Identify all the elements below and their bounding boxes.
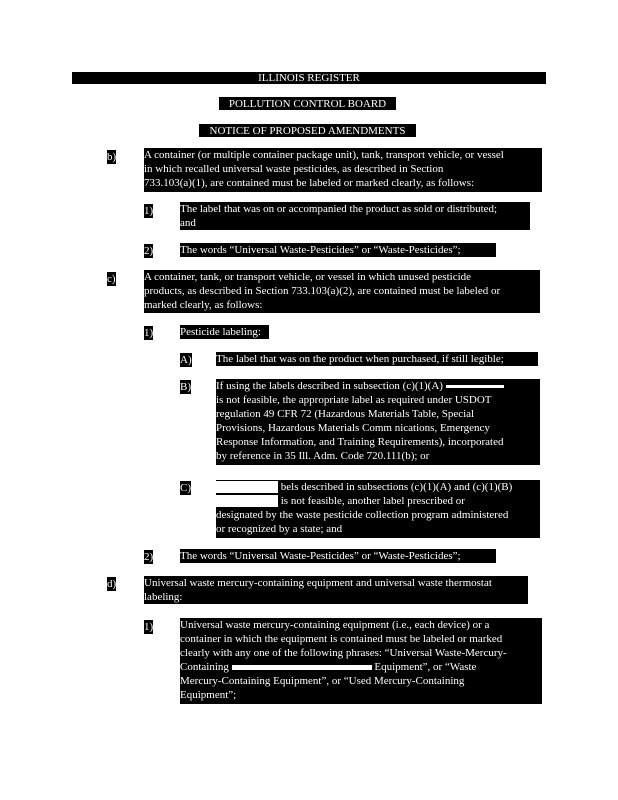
item-cB-line (216, 379, 540, 393)
item-d1-line: Mercury-Containing Equipment”, or “Used Mercury-Containing (180, 675, 465, 687)
item-c2-text (180, 549, 496, 563)
board-title: POLLUTION CONTROL BOARD (219, 97, 396, 110)
scan-artifact (216, 495, 278, 507)
item-cC-line-2: is not feasible, another label prescribed or (280, 495, 465, 507)
item-b-marker: b) (107, 151, 117, 163)
item-d1-line: clearly with any one of the following phrases: “Universal Waste-Mercury- (180, 647, 507, 659)
item-d1-line-start: Containing (180, 661, 229, 673)
notice-title: NOTICE OF PROPOSED AMENDMENTS (199, 124, 416, 137)
item-b-text (144, 148, 542, 192)
item-b2-marker: 2) (144, 245, 154, 257)
item-c-line: products, as described in Section 733.103(a)(2), are contained must be labeled or (144, 285, 501, 297)
item-b2-text (180, 243, 496, 257)
item-cC-line-start: bels described in subsections (c)(1)(A) and (c)(1)(B) (280, 481, 513, 493)
item-cB-line-start: If using the labels described in subsection (c)(1)(A) (216, 380, 443, 392)
register-title: ILLINOIS REGISTER (72, 72, 546, 84)
item-cC-text (216, 480, 540, 538)
item-cB-line: is not feasible, the appropriate label as required under USDOT (216, 394, 492, 406)
item-c2-marker: 2) (144, 551, 154, 563)
item-cC-line: or recognized by a state; and (216, 523, 343, 535)
item-d1-line: container in which the equipment is contained must be labeled or marked (180, 633, 503, 645)
scan-artifact (216, 481, 278, 493)
item-cC-line: designated by the waste pesticide collection program administered (216, 509, 509, 521)
scan-artifact (446, 385, 504, 388)
item-d-marker: d) (107, 578, 117, 590)
item-cB-marker: B) (180, 381, 191, 393)
item-c-line: A container, tank, or transport vehicle, or vessel in which unused pesticide (144, 271, 472, 283)
scan-artifact (232, 665, 372, 670)
item-d-line: Universal waste mercury-containing equipment and universal waste thermostat (144, 577, 492, 589)
item-b1-line: and (180, 217, 196, 229)
item-cC-line (216, 494, 540, 508)
item-d1-text (180, 618, 542, 704)
item-b-line: A container (or multiple container package unit), tank, transport vehicle, or vessel (144, 149, 504, 161)
item-c-marker: c) (107, 273, 116, 285)
item-cA-marker: A) (180, 354, 192, 366)
item-b1-line: The label that was on or accompanied the product as sold or distributed; (180, 203, 498, 215)
item-c2-line: The words “Universal Waste-Pesticides” or “Waste-Pesticides”; (180, 550, 461, 562)
item-b2-line: The words “Universal Waste-Pesticides” or “Waste-Pesticides”; (180, 244, 461, 256)
item-d1-line: Universal waste mercury-containing equipment (i.e., each device) or a (180, 619, 490, 631)
item-d-text (144, 576, 528, 604)
item-cA-text (216, 352, 538, 366)
item-c1-line: Pesticide labeling: (180, 326, 261, 338)
item-cC-marker: C) (180, 482, 191, 494)
item-c1-marker: 1) (144, 327, 154, 339)
item-cB-line: Response Information, and Training Requirements), incorporated (216, 436, 504, 448)
item-c1-text (180, 325, 269, 339)
item-d1-line (180, 660, 542, 674)
item-c-text (144, 270, 540, 313)
item-cB-text (216, 379, 540, 465)
item-b-line: 733.103(a)(1), are contained must be labeled or marked clearly, as follows: (144, 177, 475, 189)
item-d1-line: Equipment”; (180, 689, 237, 701)
item-cA-line: The label that was on the product when purchased, if still legible; (216, 353, 504, 365)
item-b1-marker: 1) (144, 205, 154, 217)
item-cB-line: Provisions, Hazardous Materials Comm nications, Emergency (216, 422, 490, 434)
item-c-line: marked clearly, as follows: (144, 299, 263, 311)
item-b-line: in which recalled universal waste pesticides, as described in Section (144, 163, 444, 175)
item-d1-marker: 1) (144, 621, 154, 633)
item-b1-text (180, 202, 530, 230)
item-cB-line: regulation 49 CFR 72 (Hazardous Materials Table, Special (216, 408, 475, 420)
item-cC-line (216, 480, 540, 494)
item-cB-line: by reference in 35 Ill. Adm. Code 720.111(b); or (216, 450, 430, 462)
item-d1-line-end: Equipment”, or “Waste (374, 661, 477, 673)
item-d-line: labeling: (144, 591, 183, 603)
